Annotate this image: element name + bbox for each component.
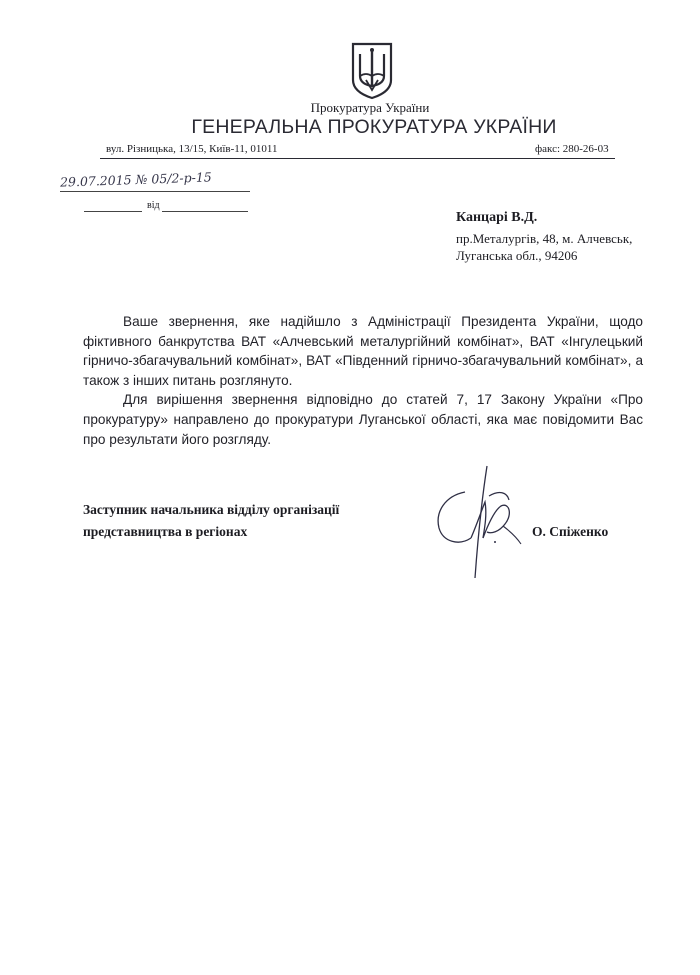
reference-underline <box>60 191 250 192</box>
incoming-number-blank <box>84 211 142 212</box>
signer-title-line-1: Заступник начальника відділу організації <box>83 502 340 517</box>
recipient-address-line-2: Луганська обл., 94206 <box>456 248 578 263</box>
reference-number-handwritten: 29.07.2015 № 05/2-р-15 <box>59 169 212 190</box>
recipient-name: Канцарі В.Д. <box>456 210 538 225</box>
handwritten-signature-icon <box>425 462 535 582</box>
incoming-date-blank <box>162 211 248 212</box>
letter-body <box>83 312 643 449</box>
organization-subtitle: Прокуратура України <box>310 100 430 115</box>
body-paragraph-2: Для вирішення звернення відповідно до статей 7, 17 Закону України «Про прокуратуру» направлено до прокуратури Луганської області, яка має повідомити Вас про результати його розгляду. <box>83 392 643 447</box>
recipient-address-line-1: пр.Металургів, 48, м. Алчевськ, <box>456 231 633 246</box>
trident-emblem-icon <box>350 42 394 100</box>
signer-title-line-2: представництва в регіонах <box>83 524 248 539</box>
header-divider <box>100 158 615 159</box>
organization-title: ГЕНЕРАЛЬНА ПРОКУРАТУРА УКРАЇНИ <box>191 116 557 138</box>
body-paragraph-1: Ваше звернення, яке надійшло з Адміністрації Президента України, щодо фіктивного банкрутства ВАТ «Алчевський металургійний комбінат», ВАТ «Інгулецький гірничо-збагачувальний комбінат», ВАТ «Південний гірничо-збагачувальний комбінат», а також з інших питань розглянуто. <box>83 314 643 388</box>
organization-fax: факс: 280-26-03 <box>535 143 609 155</box>
incoming-date-label: від <box>147 200 160 211</box>
organization-address: вул. Різницька, 13/15, Київ-11, 01011 <box>106 143 278 155</box>
signer-name: О. Спіженко <box>532 524 609 539</box>
